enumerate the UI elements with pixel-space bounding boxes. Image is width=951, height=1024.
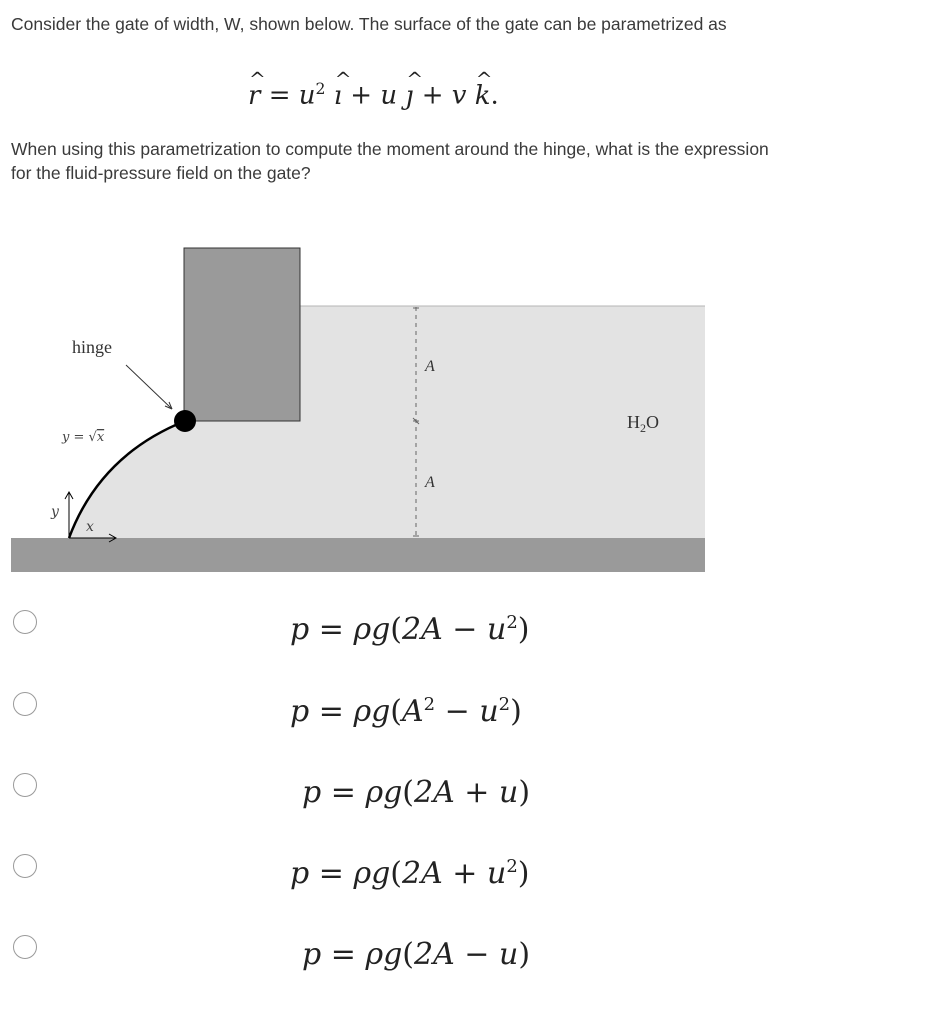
radio-button[interactable] [13, 935, 37, 959]
left-paren: ( [390, 856, 402, 891]
a-term: 2A [402, 856, 443, 891]
r-symbol: r [248, 80, 261, 111]
operator: + [454, 775, 499, 810]
x-axis-label: x [86, 519, 94, 535]
answer-option-4[interactable] [0, 854, 951, 914]
u-exponent: 2 [506, 856, 518, 877]
option-equation [290, 612, 529, 647]
u-symbol: u [380, 80, 398, 111]
curve-label-sqrt: √ [88, 430, 97, 445]
u-symbol: u [498, 937, 519, 972]
rho-g: ρg [353, 694, 391, 729]
period: . [490, 80, 499, 111]
dimension-label-upper: A [425, 358, 435, 375]
p-symbol: p [290, 612, 310, 647]
operator: − [442, 612, 487, 647]
right-paren: ) [517, 612, 530, 647]
operator: − [435, 694, 480, 729]
operator: − [454, 937, 499, 972]
question-prompt: When using this parametrization to compute the moment around the hinge, what is the expression for the fluid-pressure field on the gate? [11, 139, 769, 183]
option-equation [302, 775, 530, 810]
a-term: 2A [402, 612, 443, 647]
k-symbol: k [474, 80, 491, 111]
left-paren: ( [390, 612, 402, 647]
left-paren: ( [402, 937, 414, 972]
block [184, 248, 300, 421]
j-symbol: ȷ [405, 80, 414, 111]
equals-sign: = [309, 856, 354, 891]
v-symbol: v [451, 80, 467, 111]
u-symbol: u [486, 612, 507, 647]
parametrization-equation [248, 80, 499, 111]
gate-diagram [0, 240, 720, 580]
p-symbol: p [302, 775, 322, 810]
left-paren: ( [390, 694, 402, 729]
rho-g: ρg [353, 856, 391, 891]
u-exponent: 2 [506, 612, 518, 633]
radio-button[interactable] [13, 692, 37, 716]
a-term: 2A [414, 775, 455, 810]
equals-sign: = [309, 694, 354, 729]
u-exponent: 2 [315, 80, 326, 98]
r-vector [248, 81, 260, 111]
p-symbol: p [290, 694, 310, 729]
plus-sign: + [413, 80, 452, 111]
rho-g: ρg [353, 612, 391, 647]
curve-label [61, 430, 105, 445]
hinge-label: hinge [72, 337, 112, 357]
radio-button[interactable] [13, 854, 37, 878]
y-axis-label: y [51, 504, 59, 520]
plus-sign: + [342, 80, 381, 111]
dimension-label-lower: A [425, 474, 435, 491]
i-hat [334, 81, 342, 111]
u-symbol: u [486, 856, 507, 891]
right-paren: ) [510, 694, 522, 729]
equals-sign: = [309, 612, 354, 647]
answer-option-3[interactable] [0, 773, 951, 833]
answer-option-2[interactable] [0, 692, 951, 752]
right-paren: ) [517, 856, 530, 891]
fluid-label-h: H [627, 412, 640, 432]
curve-label-equals: = [69, 430, 89, 445]
equals-sign: = [260, 80, 299, 111]
curve-label-x: x [96, 430, 105, 445]
radio-button[interactable] [13, 773, 37, 797]
k-hat [475, 81, 491, 111]
i-symbol: ı [333, 80, 343, 111]
p-symbol: p [290, 856, 310, 891]
left-paren: ( [402, 775, 414, 810]
j-hat [405, 81, 413, 111]
radio-button[interactable] [13, 610, 37, 634]
rho-g: ρg [365, 775, 403, 810]
fluid-label-subscript: 2 [640, 421, 646, 435]
answer-option-5[interactable] [0, 935, 951, 995]
ground [11, 538, 705, 572]
option-equation [290, 694, 522, 729]
curve-label-lhs: y [62, 430, 70, 445]
equals-sign: = [321, 775, 366, 810]
u-symbol: u [479, 694, 499, 729]
u-symbol: u [498, 775, 519, 810]
u-exponent: 2 [498, 694, 511, 715]
a-exponent: 2 [423, 694, 436, 715]
a-term: A [402, 694, 424, 729]
hinge-circle [174, 410, 196, 432]
rho-g: ρg [365, 937, 403, 972]
u-symbol: u [298, 80, 316, 111]
a-term: 2A [414, 937, 455, 972]
fluid-label-o: O [646, 412, 659, 432]
p-symbol: p [302, 937, 322, 972]
question-intro: Consider the gate of width, W, shown below. The surface of the gate can be parametrized as [11, 14, 727, 34]
operator: + [442, 856, 487, 891]
answer-option-1[interactable] [0, 610, 951, 670]
option-equation [290, 856, 529, 891]
right-paren: ) [518, 937, 531, 972]
right-paren: ) [518, 775, 531, 810]
option-equation [302, 937, 530, 972]
equals-sign: = [321, 937, 366, 972]
